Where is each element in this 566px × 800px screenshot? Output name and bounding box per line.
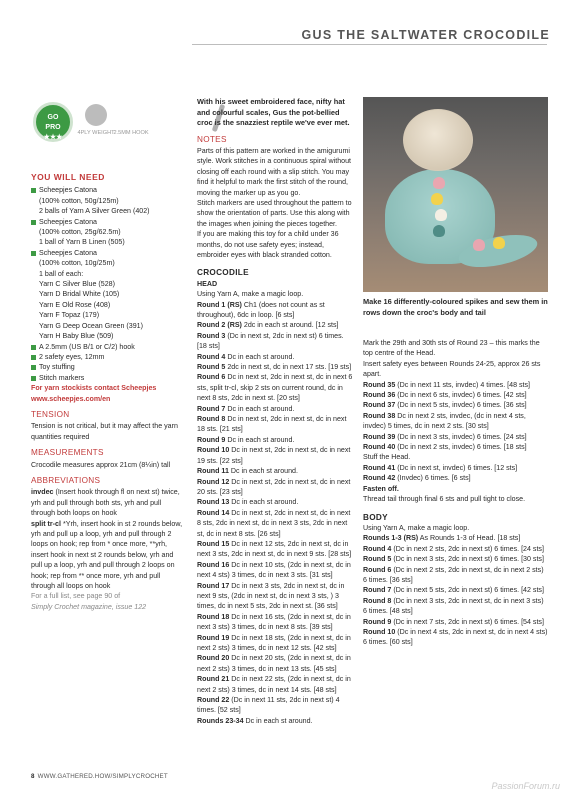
round-label: Round 37 [363,401,396,410]
body-heading: BODY [363,512,388,522]
material-item: Yarn E Old Rose (408) [39,300,111,309]
abbreviations-note-source: Simply Crochet magazine, issue 122 [31,602,147,611]
round-instruction: (Dc in next 3 sts, 2dc in next st) 6 times. [30 sts] [391,555,544,564]
material-item: Scheepjes Catona [31,185,186,195]
round-row [197,477,355,498]
material-item: Scheepjes Catona [31,217,186,227]
measurements-text: Crocodile measures approx 21cm (8¼in) tall [31,460,171,469]
round-instruction: (Dc in next 11 sts, invdec) 4 times. [48 sts] [395,380,531,389]
body-intro: Using Yarn A, make a magic loop. [363,523,470,532]
round-label: Round 38 [363,411,396,420]
column-pattern [197,97,355,726]
round-label: Round 7 [363,586,392,595]
stuff-text: Stuff the Head. [363,453,411,462]
round-row [197,612,355,633]
material-item: 2 safety eyes, 12mm [31,352,186,362]
round-label: Round 36 [363,391,396,400]
round-instruction: (Dc in next 4 sts, 2dc in next st, dc in next 4 sts) 6 times. [60 sts] [363,627,548,647]
round-label: Rounds 1-3 (RS) [363,534,419,543]
round-label: Round 12 [197,477,230,486]
round-row [363,390,548,400]
round-label: Rounds 23-34 [197,716,244,725]
round-row [363,442,548,452]
head-intro: Using Yarn A, make a magic loop. [197,290,304,299]
round-instruction: (Dc in next 2 sts, 2dc in next st) 6 times. [24 sts] [391,544,544,553]
round-label: Round 18 [197,612,230,621]
round-label: Round 39 [363,432,396,441]
tension-heading: TENSION [31,409,70,419]
round-instruction: (Dc in next 5 sts, 2dc in next st) 6 times. [42 sts] [391,586,544,595]
round-instruction: Dc in next st, 2dc in next st, dc in next 18 sts. [21 sts] [197,415,347,434]
round-row [197,435,355,445]
round-label: Round 14 [197,508,230,517]
round-instruction: (Invdec) 6 times. [6 sts] [395,474,471,483]
photo-caption: Make 16 differently-coloured spikes and sew them in rows down the croc's body and tail [363,297,548,317]
round-row [197,695,355,716]
round-row [197,362,355,372]
level-badge-mid: PRO [45,124,61,131]
column-pattern-cont [363,338,548,648]
material-item: Yarn F Topaz (179) [39,311,100,320]
round-instruction: Dc in next 3 sts, 2dc in next st, dc in next 9 sts, (2dc in next st, dc in next 3 sts, ) 3 times, dc in next 5 sts, 2dc in next st. [36 sts] [197,581,345,611]
round-row [197,539,355,560]
spike-yellow [431,193,443,205]
round-row [363,380,548,390]
round-label: Round 21 [197,675,230,684]
material-item: Yarn G Deep Ocean Green (391) [39,321,143,330]
round-instruction: (Dc in next 5 sts, invdec) 6 times. [36 sts] [395,401,527,410]
abbreviation-item [31,487,186,518]
intro-text: With his sweet embroidered face, nifty hat and colourful scales, Gus the pot-bellied croc is the snazziest reptile we've ever met. [197,97,350,127]
round-label: Round 20 [197,654,230,663]
round-instruction: Dc in next 22 sts, (2dc in next st, dc in next 2 sts) 3 times, dc in next 14 sts. [48 sts] [197,675,351,694]
material-item: 2 balls of Yarn A Silver Green (402) [39,207,150,216]
abbreviation-definition: (Insert hook through fl on next st) twice, yrh and pull through both sts, yrh and pull through both loops on hook [31,488,180,518]
head-rounds [197,300,355,727]
round-row [363,533,548,543]
spike-teal [433,225,445,237]
round-instruction: Dc in each st around. [225,404,295,413]
round-label: Round 7 [197,404,226,413]
material-item: Stitch markers [31,373,186,383]
page-title: GUS THE SALTWATER CROCODILE [301,28,550,42]
round-instruction: Dc in next 20 sts, (2dc in next st, dc in next 2 sts) 3 times, dc in next 13 sts. [45 sts] [197,654,351,673]
round-label: Round 15 [197,539,230,548]
round-label: Round 8 [363,596,392,605]
round-row [197,653,355,674]
thread-text: Thread tail through final 6 sts and pull tight to close. [363,495,526,504]
round-label: Round 8 [197,415,226,424]
round-instruction: Dc in each st around. [228,467,298,476]
round-row [363,400,548,410]
abbreviation-definition: *Yrh, insert hook in st 2 rounds below, yrh and pull up a loop, yrh and pull through 2 loops on hook; rep from * once more, **yrh, insert hook in next st 2 rounds below, yrh and pull up a loop, yrh and pull through 2 loops on hook; rep from ** once more, yrh and pull through all loops on hook [31,519,183,591]
round-instruction: 2dc in each st around. [12 sts] [241,321,339,330]
material-item: Scheepjes Catona [31,248,186,258]
round-row [363,617,548,627]
round-row [363,411,548,432]
crocodile-photo [363,97,548,292]
round-row [197,352,355,362]
abbreviation-item [31,519,186,592]
round-label: Round 10 [363,627,396,636]
round-label: Round 6 [363,565,392,574]
round-instruction: (Dc in next 3 sts, invdec) 6 times. [24 sts] [395,432,527,441]
round-row [197,320,355,330]
abbreviations-note: For a full list, see page 90 of [31,592,121,601]
fasten-off-text: Fasten off. [363,484,399,493]
notes-paragraph: Stitch markers are used throughout the pattern to show the orientation of parts. Use this along with the images when joining the pieces together. [197,198,352,228]
round-label: Round 3 [197,331,226,340]
round-instruction: (Dc in next 3 sts, 2dc in next st, dc in next 3 sts) 6 times. [48 sts] [363,596,544,616]
crocodile-heading: CROCODILE [197,268,249,278]
round-label: Round 11 [197,467,229,476]
croc-hat-shape [403,109,473,171]
spike-yellow-tail [493,237,505,249]
round-row [363,596,548,617]
round-label: Round 17 [197,581,230,590]
hook-label: 2.5MM HOOK [113,130,149,136]
round-instruction: Dc in each st around. [225,435,295,444]
round-row [363,554,548,564]
title-divider [192,44,547,45]
hook-icon [119,104,141,126]
round-label: Round 9 [363,617,392,626]
notes-heading: NOTES [197,134,227,144]
round-row [363,544,548,554]
round-instruction: Dc in each st around. [225,352,295,361]
round-label: Round 40 [363,443,396,452]
material-item: 1 ball of each: [39,269,84,278]
round-instruction: (Dc in next 2 sts, invdec) 6 times. [18 sts] [395,443,527,452]
spike-pink [433,177,445,189]
round-row [197,508,355,539]
round-label: Round 5 [363,555,392,564]
body-rounds [363,533,548,647]
round-row [363,565,548,586]
round-label: Round 4 [197,352,226,361]
round-instruction: Dc in next st, 2dc in next st, dc in next 20 sts. [23 sts] [197,477,351,496]
material-item: Yarn C Silver Blue (528) [39,280,115,289]
round-row [197,331,355,352]
round-instruction: Dc in next 10 sts, (2dc in next st, dc in next 4 sts) 3 times, dc in next 3 sts. [31 sts] [197,560,351,580]
round-label: Round 5 [197,363,226,372]
round-label: Round 4 [363,544,392,553]
footer-url[interactable]: WWW.GATHERED.HOW/SIMPLYCROCHET [37,773,168,780]
notes-paragraph: Parts of this pattern are worked in the amigurumi style. Work stitches in a continuous spiral without closing off each round with a slip stitch. You may find it helpful to mark the first stitch of the round, moving the marker up as you go. [197,146,352,197]
column-materials [31,100,186,612]
round-label: Round 41 [363,463,396,472]
material-item: (100% cotton, 10g/25m) [39,259,115,268]
level-badge-top: GO [47,114,59,121]
material-item: Toy stuffing [31,362,186,372]
material-item: A 2.5mm (US B/1 or C/2) hook [31,342,186,352]
round-row [197,300,355,321]
round-row [363,585,548,595]
head-mark-text: Mark the 29th and 30th sts of Round 23 – this marks the top centre of the Head. [363,339,540,358]
round-instruction: (Dc in next st, 2dc in next st) 6 times. [18 sts] [197,331,344,351]
spike-white [435,209,447,221]
material-item: (100% cotton, 50g/125m) [39,196,119,205]
level-stars-icon: ★★★ [43,134,63,141]
round-instruction: Dc in next st, 2dc in next st, dc in next 19 sts. [22 sts] [197,446,351,465]
round-instruction: (Dc in next 7 sts, 2dc in next st) 6 times. [54 sts] [391,617,544,626]
page-footer [31,773,168,780]
round-label: Round 1 (RS) [197,300,242,309]
round-instruction: (Dc in next st, invdec) 6 times. [12 sts] [395,463,518,472]
round-row [363,473,548,483]
round-row [197,674,355,695]
round-instruction: Dc in next 12 sts, 2dc in next st, dc in next 3 sts, 2dc in next st, dc in next 9 sts. [28 sts] [197,539,352,559]
material-item: Yarn D Bridal White (105) [39,290,120,299]
round-instruction: Dc in each st around. [229,498,299,507]
abbreviations-heading: ABBREVIATIONS [31,475,101,485]
round-instruction: Dc in next 2 sts, invdec, (dc in next 4 sts, invdec) 5 times, dc in next 2 sts. [30 sts] [363,411,526,431]
head-rounds-final [363,463,548,484]
round-row [363,463,548,473]
yarn-ball-icon [85,104,107,126]
eyes-text: Insert safety eyes between Rounds 24-25, approx 26 sts apart. [363,359,541,379]
round-row [363,627,548,648]
tension-text: Tension is not critical, but it may affect the yarn quantities required [31,422,178,441]
abbreviation-term: split tr-cl [31,519,61,528]
measurements-heading: MEASUREMENTS [31,448,104,458]
notes-paragraph: If you are making this toy for a child under 36 months, do not use safety eyes; instead, embroider eyes with black stranded cotton. [197,230,339,259]
weight-label: 4PLY WEIGHT [77,130,115,136]
round-instruction: As Rounds 1-3 of Head. [18 sts] [418,534,521,543]
round-label: Round 19 [197,633,230,642]
material-item: Yarn H Baby Blue (509) [39,332,114,341]
round-instruction: Dc in next st, 2dc in next st, dc in next 6 sts, split tr-cl, skip 2 sts on current round, dc in next 8 sts, 2dc in next st. [20 sts] [197,373,353,403]
round-label: Round 42 [363,474,396,483]
watermark: PassionForum.ru [491,781,560,791]
round-instruction: Ch1 (does not count as st throughout), 6dc in loop. [6 sts] [197,300,325,319]
round-instruction: (Dc in next 2 sts, 2dc in next st, dc in next 2 sts) 6 times. [36 sts] [363,565,544,584]
round-instruction: Dc in next 16 sts, (2dc in next st, dc in next 3 sts) 3 times, dc in next 8 sts. [39 sts] [197,612,351,632]
material-item: (100% cotton, 25g/62.5m) [39,228,121,237]
round-instruction: Dc in each st around. [243,716,313,725]
round-row [197,414,355,435]
round-label: Round 13 [197,498,230,507]
round-row [197,633,355,654]
head-subheading: HEAD [197,279,218,288]
round-row [197,445,355,466]
materials-list [31,185,186,383]
round-row [197,497,355,507]
round-instruction: Dc in next 18 sts, (2dc in next st, dc in next 2 sts) 3 times, dc in next 12 sts. [42 sts] [197,633,351,652]
round-label: Round 2 (RS) [197,321,242,330]
round-label: Round 10 [197,446,230,455]
round-label: Round 6 [197,373,226,382]
stockists-link[interactable]: For yarn stockists contact Scheepjes www.scheepjes.com/en [31,384,157,403]
round-instruction: Dc in next st, 2dc in next st, dc in next 8 sts, 2dc in next st, dc in next 3 sts, 2dc in next st, dc in next 8 sts. [26 sts] [197,508,351,538]
round-row [197,404,355,414]
round-label: Round 35 [363,380,396,389]
round-instruction: 2dc in next st, dc in next 17 sts. [19 sts] [225,363,352,372]
material-item: 1 ball of Yarn B Linen (505) [39,238,125,247]
abbreviation-term: invdec [31,488,54,497]
round-row [363,432,548,442]
round-instruction: (Dc in next 6 sts, invdec) 6 times. [42 sts] [395,391,527,400]
level-badge [33,102,73,142]
round-label: Round 22 [197,696,230,705]
round-row [197,466,355,476]
round-row [197,372,355,403]
page-number: 8 [31,773,35,780]
round-row [197,716,355,726]
abbreviations-list [31,487,186,591]
skill-badges [31,100,186,160]
you-will-need-heading: YOU WILL NEED [31,172,105,182]
notes-body [197,146,355,260]
spike-pink-tail [473,239,485,251]
round-row [197,560,355,581]
round-label: Round 16 [197,560,230,569]
round-instruction: (Dc in next 11 sts, 2dc in next st) 4 times. [52 sts] [197,696,340,715]
round-label: Round 9 [197,435,226,444]
round-row [197,581,355,612]
head-rounds-end [363,380,548,453]
